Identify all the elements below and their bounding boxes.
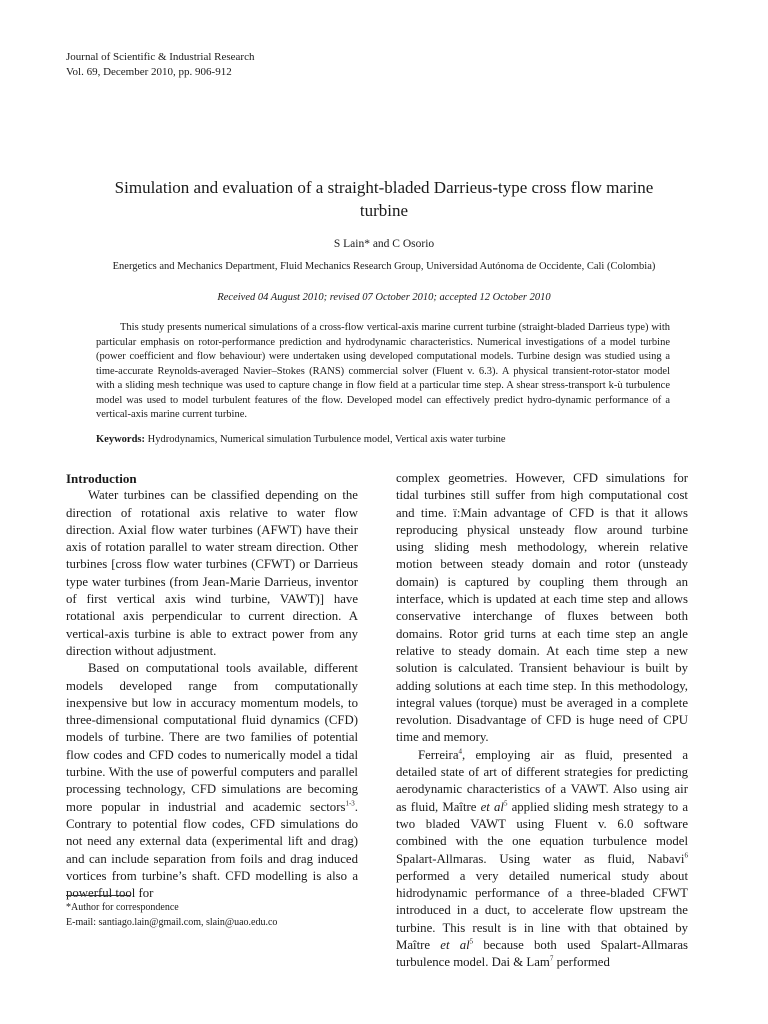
abstract: This study presents numerical simulations of a cross-flow vertical-axis marine current turbine (straight-bladed Darrieus type) with particular emphasis on rotor-performance prediction and hydrodynamic characteristics. Numerical investigations of a model turbine (power coefficient and flow behaviour) were undertaken using developed computational models. Turbine design was studied using a time-accurate Reynolds-averaged Navier–Stokes (RANS) commercial solver (Fluent v. 6.3). A physical transient-rotor-stator model with a sliding mesh technique was used to capture change in flow field at a particular time step. A shear stress-transport k-ù turbulence model was used to model turbulent features of the flow. Developed model can effectively predict hydro-dynamic performance of a vertical-axis marine current turbine. [96,322,670,420]
left-column [66,470,358,902]
intro-paragraph-3: complex geometries. However, CFD simulations for tidal turbines still suffer from high computational cost and time. ï:Main advantage of CFD is that it allows reproducing physical unsteady flow around turbine using sliding mesh methodology, wherein relative motion between steady domain and rotor (unsteady domain) is captured by coupling them through an interface, which is updated at each time step and allows conservative interchange of fluxes between both domains. Rotor grid turns at each time step an angle relative to steady domain. At each time step a new solution is calculated. Transient behaviour is built by adding solutions at each time step. In this methodology, integral values (torque) must be averaged in a complete revolution. Disadvantage of CFD is huge need of CPU time and memory. [396,471,688,745]
received-dates: Received 04 August 2010; revised 07 October 2010; accepted 12 October 2010 [217,292,551,303]
paper-title: Simulation and evaluation of a straight-bladed Darrieus-type cross flow marine turbine [114,178,654,220]
citation: 5 [503,799,508,808]
journal-volume: Vol. 69, December 2010, pp. 906-912 [66,66,232,78]
keywords-label: Keywords: [96,434,145,445]
citation: 7 [549,955,554,964]
footnote [66,900,277,930]
citation: 5 [469,937,474,946]
right-column [396,470,688,972]
journal-header [66,50,254,80]
intro-paragraph-1: Water turbines can be classified depending on the direction of rotational axis relative to water flow direction. Axial flow water turbines (AFWT) have their axis of rotation parallel to water stream direction. Other turbines [cross flow water turbines (CFWT) or Darrieus type water turbines (from Jean-Marie Darrieus, inventor of first vertical axis wind turbine, VAWT)] have rotational axis perpendicular to current direction. A vertical-axis turbine is able to extract power from any direction without adjustment. [66,488,358,658]
paper-affiliation: Energetics and Mechanics Department, Fluid Mechanics Research Group, Universidad Autónoma de Occidente, Cali (Colombia) [112,261,656,272]
footnote-author: *Author for correspondence [66,902,179,913]
paper-authors: S Lain* and C Osorio [333,238,435,250]
footnote-divider [66,895,130,896]
keywords [96,434,506,445]
keywords-text: Hydrodynamics, Numerical simulation Turbulence model, Vertical axis water turbine [145,434,506,445]
section-heading: Introduction [66,471,137,486]
footnote-email: E-mail: santiago.lain@gmail.com, slain@uao.edu.co [66,917,278,928]
citation: 4 [458,747,462,756]
citation: 6 [684,851,688,860]
intro-paragraph-2: Based on computational tools available, different models developed range from computationally inexpensive but low in accuracy momentum models, to three-dimensional computational fluid dynamics (CFD) models of turbine. There are two families of potential flow codes and CFD codes to numerically model a tidal turbine. With the use of powerful computers and parallel processing technology, CFD simulations are becoming more popular in industrial and academic sectors$^{1-3}$. Contrary to potential flow codes, CFD simulations do not need any external data (experimental lift and drag) and can include separation from foils and drag induced vortices from turbine’s shaft. CFD modelling is also a powerful tool for [66,661,358,901]
citation: 1-3 [345,799,355,808]
intro-paragraph-4: Ferreira$^4$, employing air as fluid, presented a detailed state of art of different strategies for predicting aerodynamic characteristics of a VAWT. Also using air as fluid, Maître et $al^5$ applied sliding mesh strategy to a two bladed VAWT using Fluent v. 6.0 software combined with the one equation turbulence model Spalart-Allmaras. Using water as fluid, Nabavi$^6$ performed a very detailed numerical study about hidrodynamic performance of a three-bladed CFWT introduced in a duct, to accelerate flow upstream the turbine. This result is in line with that obtained by Maître et $al^5$ because both used Spalart-Allmaras turbulence model. Dai & Lam$^7$ performed [396,747,689,970]
journal-name: Journal of Scientific & Industrial Research [66,51,255,63]
